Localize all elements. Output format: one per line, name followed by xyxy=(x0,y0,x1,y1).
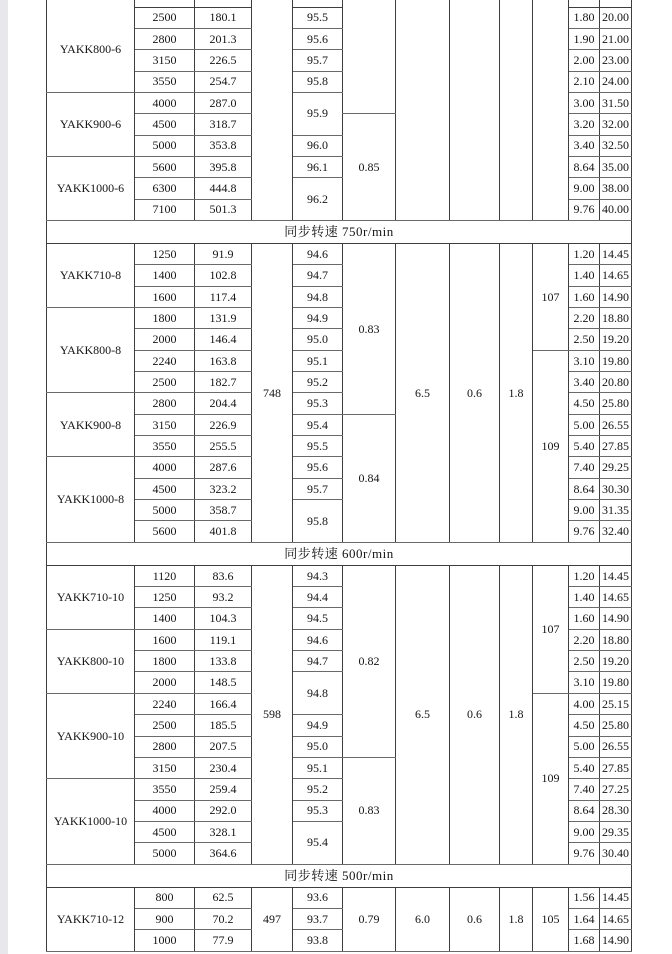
cut-cell-power-factor xyxy=(343,0,396,7)
cell-efficiency-pct: 94.7 xyxy=(293,651,343,672)
cell-model: YAKK1000-8 xyxy=(47,457,135,542)
cell-efficiency-pct: 95.5 xyxy=(293,7,343,28)
top-cut-row xyxy=(47,0,632,7)
cell-power-kw: 6300 xyxy=(135,178,195,199)
cell-col12-ratio: 18.80 xyxy=(600,307,632,328)
cell-power-kw: 7100 xyxy=(135,199,195,220)
cell-model: YAKK710-8 xyxy=(47,243,135,307)
cell-col11-ratio: 4.00 xyxy=(569,693,600,714)
spec-table-container xyxy=(46,0,632,952)
cell-col11-ratio: 8.64 xyxy=(569,800,600,821)
cell-col12-ratio: 14.65 xyxy=(600,908,632,929)
cell-power-kw: 4000 xyxy=(135,92,195,113)
cell-col11-ratio: 8.64 xyxy=(569,478,600,499)
cut-cell-col9-ratio xyxy=(500,0,533,7)
cell-col10-level: 107 xyxy=(533,243,569,350)
cell-current-a: 328.1 xyxy=(195,821,252,842)
cell-current-a: 133.8 xyxy=(195,651,252,672)
cell-current-a: 226.9 xyxy=(195,414,252,435)
cell-power-kw: 4500 xyxy=(135,114,195,135)
cell-current-a: 254.7 xyxy=(195,71,252,92)
cell-power-kw: 1800 xyxy=(135,651,195,672)
cell-col12-ratio: 30.40 xyxy=(600,843,632,864)
cell-current-a: 201.3 xyxy=(195,28,252,49)
cell-model: YAKK800-8 xyxy=(47,307,135,392)
page-left-edge-strip xyxy=(0,0,8,954)
cell-col11-ratio: 1.60 xyxy=(569,608,600,629)
cell-power-kw: 5000 xyxy=(135,843,195,864)
cell-current-a: 358.7 xyxy=(195,500,252,521)
cell-col11-ratio: 3.20 xyxy=(569,114,600,135)
cell-efficiency-pct: 95.6 xyxy=(293,28,343,49)
cell-col12-ratio: 21.00 xyxy=(600,28,632,49)
cut-cell-col10-level xyxy=(533,0,569,7)
cell-model: YAKK710-10 xyxy=(47,565,135,629)
cell-current-a: 91.9 xyxy=(195,243,252,264)
cell-col11-ratio: 5.00 xyxy=(569,736,600,757)
cell-efficiency-pct: 93.7 xyxy=(293,908,343,929)
cell-current-a: 146.4 xyxy=(195,329,252,350)
cell-col11-ratio: 1.40 xyxy=(569,587,600,608)
cell-current-a: 117.4 xyxy=(195,286,252,307)
cell-current-a: 501.3 xyxy=(195,199,252,220)
table-row xyxy=(47,887,632,908)
cell-col11-ratio: 9.00 xyxy=(569,500,600,521)
cell-current-a: 166.4 xyxy=(195,693,252,714)
cell-current-a: 163.8 xyxy=(195,350,252,371)
cell-col11-ratio: 9.00 xyxy=(569,821,600,842)
cell-speed-rpm: 598 xyxy=(252,565,293,864)
section-header-row xyxy=(47,542,632,565)
cell-efficiency-pct: 94.9 xyxy=(293,715,343,736)
cell-efficiency-pct: 96.2 xyxy=(293,178,343,221)
cell-col11-ratio: 5.40 xyxy=(569,757,600,778)
cell-col11-ratio: 5.00 xyxy=(569,414,600,435)
cell-efficiency-pct: 95.0 xyxy=(293,736,343,757)
cell-power-kw: 3550 xyxy=(135,779,195,800)
cell-col11-ratio: 1.68 xyxy=(569,930,600,951)
cell-efficiency-pct: 94.6 xyxy=(293,629,343,650)
cell-col11-ratio: 1.60 xyxy=(569,286,600,307)
cell-col12-ratio: 25.80 xyxy=(600,393,632,414)
cell-col11-ratio: 3.40 xyxy=(569,135,600,156)
cell-power-kw: 1600 xyxy=(135,286,195,307)
cell-col12-ratio: 25.15 xyxy=(600,693,632,714)
cell-efficiency-pct: 93.6 xyxy=(293,887,343,908)
cell-power-kw: 1600 xyxy=(135,629,195,650)
cell-efficiency-pct: 93.8 xyxy=(293,930,343,951)
cut-cell-efficiency-pct xyxy=(293,0,343,7)
cell-power-kw: 2800 xyxy=(135,28,195,49)
cell-efficiency-pct: 95.3 xyxy=(293,800,343,821)
cell-col11-ratio: 8.64 xyxy=(569,156,600,177)
cell-power-kw: 1800 xyxy=(135,307,195,328)
section-header: 同步转速 750r/min xyxy=(47,220,632,243)
cell-col9-ratio xyxy=(500,7,533,220)
cell-col12-ratio: 14.45 xyxy=(600,565,632,586)
cell-col12-ratio: 29.35 xyxy=(600,821,632,842)
cell-col11-ratio: 1.20 xyxy=(569,565,600,586)
cell-speed-rpm: 497 xyxy=(252,887,293,951)
cell-col11-ratio: 2.50 xyxy=(569,651,600,672)
cell-col12-ratio: 24.00 xyxy=(600,71,632,92)
cell-col12-ratio: 19.20 xyxy=(600,651,632,672)
cell-power-kw: 900 xyxy=(135,908,195,929)
cell-col11-ratio: 7.40 xyxy=(569,779,600,800)
cell-col8-ratio: 0.6 xyxy=(450,887,500,951)
cell-col12-ratio: 19.20 xyxy=(600,329,632,350)
cell-power-kw: 2500 xyxy=(135,372,195,393)
cell-model: YAKK900-6 xyxy=(47,92,135,156)
cell-efficiency-pct: 95.1 xyxy=(293,757,343,778)
cell-current-a: 401.8 xyxy=(195,521,252,542)
cell-col7-ratio: 6.5 xyxy=(396,243,450,542)
cell-col12-ratio: 20.00 xyxy=(600,7,632,28)
cell-current-a: 83.6 xyxy=(195,565,252,586)
cell-col10-level: 107 xyxy=(533,565,569,693)
cut-cell-col12-ratio xyxy=(600,0,632,7)
cell-current-a: 185.5 xyxy=(195,715,252,736)
cell-col12-ratio: 14.90 xyxy=(600,286,632,307)
cell-power-kw: 1250 xyxy=(135,243,195,264)
cell-col12-ratio: 26.55 xyxy=(600,414,632,435)
cell-current-a: 287.6 xyxy=(195,457,252,478)
cell-power-factor: 0.85 xyxy=(343,114,396,221)
cut-cell-current-a xyxy=(195,0,252,7)
cut-cell-col11-ratio xyxy=(569,0,600,7)
cell-power-factor: 0.84 xyxy=(343,414,396,542)
cell-model: YAKK800-10 xyxy=(47,629,135,693)
cell-current-a: 131.9 xyxy=(195,307,252,328)
cell-col12-ratio: 27.25 xyxy=(600,779,632,800)
cell-power-kw: 4000 xyxy=(135,800,195,821)
cell-col12-ratio: 14.90 xyxy=(600,608,632,629)
cell-col12-ratio: 19.80 xyxy=(600,350,632,371)
table-row xyxy=(47,243,632,264)
cell-power-kw: 4000 xyxy=(135,457,195,478)
cell-power-kw: 2240 xyxy=(135,693,195,714)
cell-power-kw: 4500 xyxy=(135,821,195,842)
section-header: 同步转速 500r/min xyxy=(47,864,632,887)
cell-col7-ratio xyxy=(396,7,450,220)
cell-col11-ratio: 1.90 xyxy=(569,28,600,49)
cell-col11-ratio: 7.40 xyxy=(569,457,600,478)
cell-efficiency-pct: 95.2 xyxy=(293,372,343,393)
cell-model: YAKK800-6 xyxy=(47,7,135,92)
cell-current-a: 182.7 xyxy=(195,372,252,393)
cell-current-a: 259.4 xyxy=(195,779,252,800)
cell-col12-ratio: 40.00 xyxy=(600,199,632,220)
cell-current-a: 364.6 xyxy=(195,843,252,864)
cell-power-kw: 2500 xyxy=(135,715,195,736)
cell-col8-ratio xyxy=(450,7,500,220)
cell-col12-ratio: 23.00 xyxy=(600,50,632,71)
cell-current-a: 204.4 xyxy=(195,393,252,414)
cell-col12-ratio: 32.40 xyxy=(600,521,632,542)
cell-power-factor: 0.82 xyxy=(343,565,396,757)
cut-cell-power-kw xyxy=(135,0,195,7)
cell-col12-ratio: 25.80 xyxy=(600,715,632,736)
cut-cell-col7-ratio xyxy=(396,0,450,7)
cell-efficiency-pct: 94.7 xyxy=(293,265,343,286)
cell-col9-ratio: 1.8 xyxy=(500,565,533,864)
cell-efficiency-pct: 95.2 xyxy=(293,779,343,800)
cell-col10-level: 105 xyxy=(533,887,569,951)
cell-efficiency-pct: 95.4 xyxy=(293,414,343,435)
cut-cell-model xyxy=(47,0,135,7)
cell-current-a: 102.8 xyxy=(195,265,252,286)
cell-efficiency-pct: 94.9 xyxy=(293,307,343,328)
cell-col11-ratio: 9.76 xyxy=(569,521,600,542)
cell-col12-ratio: 35.00 xyxy=(600,156,632,177)
cell-efficiency-pct: 95.4 xyxy=(293,821,343,864)
cell-col11-ratio: 9.00 xyxy=(569,178,600,199)
cell-model: YAKK900-8 xyxy=(47,393,135,457)
cell-current-a: 292.0 xyxy=(195,800,252,821)
section-header-row xyxy=(47,220,632,243)
cell-power-factor: 0.83 xyxy=(343,243,396,414)
cell-power-kw: 4500 xyxy=(135,478,195,499)
cell-efficiency-pct: 95.8 xyxy=(293,71,343,92)
cell-current-a: 353.8 xyxy=(195,135,252,156)
cell-col11-ratio: 1.56 xyxy=(569,887,600,908)
cell-col12-ratio: 14.45 xyxy=(600,887,632,908)
cell-power-kw: 5000 xyxy=(135,135,195,156)
cell-col11-ratio: 4.50 xyxy=(569,715,600,736)
cell-efficiency-pct: 95.7 xyxy=(293,478,343,499)
cell-power-factor xyxy=(343,7,396,114)
cell-power-kw: 1000 xyxy=(135,930,195,951)
cell-current-a: 318.7 xyxy=(195,114,252,135)
cell-efficiency-pct: 95.8 xyxy=(293,500,343,543)
cell-model: YAKK710-12 xyxy=(47,887,135,951)
cell-power-kw: 800 xyxy=(135,887,195,908)
cell-col11-ratio: 1.40 xyxy=(569,265,600,286)
cell-power-kw: 2000 xyxy=(135,329,195,350)
cell-current-a: 93.2 xyxy=(195,587,252,608)
cell-col11-ratio: 1.80 xyxy=(569,7,600,28)
cell-speed-rpm xyxy=(252,7,293,220)
cell-col10-level: 109 xyxy=(533,693,569,864)
cell-current-a: 70.2 xyxy=(195,908,252,929)
cell-power-kw: 3150 xyxy=(135,757,195,778)
cell-power-factor: 0.83 xyxy=(343,757,396,864)
cell-efficiency-pct: 95.3 xyxy=(293,393,343,414)
cell-col12-ratio: 14.45 xyxy=(600,243,632,264)
cell-col12-ratio: 14.90 xyxy=(600,930,632,951)
cell-power-kw: 1400 xyxy=(135,265,195,286)
cell-col12-ratio: 31.35 xyxy=(600,500,632,521)
cell-col7-ratio: 6.5 xyxy=(396,565,450,864)
cell-col11-ratio: 1.64 xyxy=(569,908,600,929)
cell-power-kw: 3550 xyxy=(135,436,195,457)
cell-power-kw: 5600 xyxy=(135,521,195,542)
cell-current-a: 444.8 xyxy=(195,178,252,199)
cell-power-kw: 5600 xyxy=(135,156,195,177)
cell-current-a: 255.5 xyxy=(195,436,252,457)
cell-efficiency-pct: 96.0 xyxy=(293,135,343,156)
cell-col11-ratio: 3.40 xyxy=(569,372,600,393)
cell-col12-ratio: 32.00 xyxy=(600,114,632,135)
cell-col12-ratio: 14.65 xyxy=(600,265,632,286)
section-header: 同步转速 600r/min xyxy=(47,542,632,565)
cell-current-a: 62.5 xyxy=(195,887,252,908)
cell-power-kw: 1400 xyxy=(135,608,195,629)
cell-power-kw: 3550 xyxy=(135,71,195,92)
cell-col11-ratio: 4.50 xyxy=(569,393,600,414)
cell-efficiency-pct: 94.4 xyxy=(293,587,343,608)
cell-current-a: 104.3 xyxy=(195,608,252,629)
cell-col11-ratio: 2.20 xyxy=(569,307,600,328)
cell-current-a: 230.4 xyxy=(195,757,252,778)
cell-col10-level xyxy=(533,7,569,220)
cell-col11-ratio: 2.10 xyxy=(569,71,600,92)
cell-current-a: 395.8 xyxy=(195,156,252,177)
cell-col11-ratio: 9.76 xyxy=(569,843,600,864)
motor-spec-table xyxy=(46,0,632,952)
cell-efficiency-pct: 94.8 xyxy=(293,286,343,307)
cell-power-kw: 5000 xyxy=(135,500,195,521)
cell-current-a: 180.1 xyxy=(195,7,252,28)
cell-col11-ratio: 1.20 xyxy=(569,243,600,264)
cell-power-kw: 1120 xyxy=(135,565,195,586)
cell-power-kw: 2800 xyxy=(135,393,195,414)
cell-power-factor: 0.79 xyxy=(343,887,396,951)
cell-col12-ratio: 31.50 xyxy=(600,92,632,113)
cell-col12-ratio: 20.80 xyxy=(600,372,632,393)
cell-col9-ratio: 1.8 xyxy=(500,887,533,951)
cell-power-kw: 2500 xyxy=(135,7,195,28)
cell-col11-ratio: 3.10 xyxy=(569,350,600,371)
cell-col9-ratio: 1.8 xyxy=(500,243,533,542)
table-row xyxy=(47,350,632,371)
cell-efficiency-pct: 94.6 xyxy=(293,243,343,264)
cell-current-a: 148.5 xyxy=(195,672,252,693)
cell-current-a: 119.1 xyxy=(195,629,252,650)
cell-col12-ratio: 32.50 xyxy=(600,135,632,156)
cell-current-a: 287.0 xyxy=(195,92,252,113)
cell-col12-ratio: 18.80 xyxy=(600,629,632,650)
cell-efficiency-pct: 95.7 xyxy=(293,50,343,71)
cell-col11-ratio: 3.10 xyxy=(569,672,600,693)
cell-current-a: 77.9 xyxy=(195,930,252,951)
cell-col12-ratio: 30.30 xyxy=(600,478,632,499)
cell-col10-level: 109 xyxy=(533,350,569,542)
cell-efficiency-pct: 95.6 xyxy=(293,457,343,478)
cell-col12-ratio: 38.00 xyxy=(600,178,632,199)
cell-col12-ratio: 29.25 xyxy=(600,457,632,478)
cell-col11-ratio: 3.00 xyxy=(569,92,600,113)
cell-efficiency-pct: 95.1 xyxy=(293,350,343,371)
cell-power-kw: 3150 xyxy=(135,50,195,71)
cell-col11-ratio: 2.50 xyxy=(569,329,600,350)
cell-speed-rpm: 748 xyxy=(252,243,293,542)
cell-efficiency-pct: 96.1 xyxy=(293,156,343,177)
cell-efficiency-pct: 95.0 xyxy=(293,329,343,350)
cell-col7-ratio: 6.0 xyxy=(396,887,450,951)
cell-col12-ratio: 26.55 xyxy=(600,736,632,757)
cell-col11-ratio: 5.40 xyxy=(569,436,600,457)
cell-col11-ratio: 2.20 xyxy=(569,629,600,650)
cell-col8-ratio: 0.6 xyxy=(450,243,500,542)
cell-efficiency-pct: 95.5 xyxy=(293,436,343,457)
cell-col12-ratio: 27.85 xyxy=(600,436,632,457)
cell-col11-ratio: 2.00 xyxy=(569,50,600,71)
section-header-row xyxy=(47,864,632,887)
cut-cell-col8-ratio xyxy=(450,0,500,7)
cell-model: YAKK1000-6 xyxy=(47,156,135,220)
cell-col12-ratio: 19.80 xyxy=(600,672,632,693)
cell-power-kw: 1250 xyxy=(135,587,195,608)
cell-efficiency-pct: 94.3 xyxy=(293,565,343,586)
cell-power-kw: 2800 xyxy=(135,736,195,757)
cell-efficiency-pct: 94.8 xyxy=(293,672,343,715)
table-row xyxy=(47,565,632,586)
cell-power-kw: 3150 xyxy=(135,414,195,435)
cell-power-kw: 2000 xyxy=(135,672,195,693)
cell-model: YAKK900-10 xyxy=(47,693,135,778)
cell-col12-ratio: 28.30 xyxy=(600,800,632,821)
cut-cell-speed-rpm xyxy=(252,0,293,7)
cell-model: YAKK1000-10 xyxy=(47,779,135,864)
cell-col12-ratio: 14.65 xyxy=(600,587,632,608)
cell-efficiency-pct: 95.9 xyxy=(293,92,343,135)
cell-col11-ratio: 9.76 xyxy=(569,199,600,220)
cell-current-a: 226.5 xyxy=(195,50,252,71)
cell-col8-ratio: 0.6 xyxy=(450,565,500,864)
cell-col12-ratio: 27.85 xyxy=(600,757,632,778)
cell-power-kw: 2240 xyxy=(135,350,195,371)
table-row xyxy=(47,7,632,28)
cell-efficiency-pct: 94.5 xyxy=(293,608,343,629)
cell-current-a: 207.5 xyxy=(195,736,252,757)
cell-current-a: 323.2 xyxy=(195,478,252,499)
